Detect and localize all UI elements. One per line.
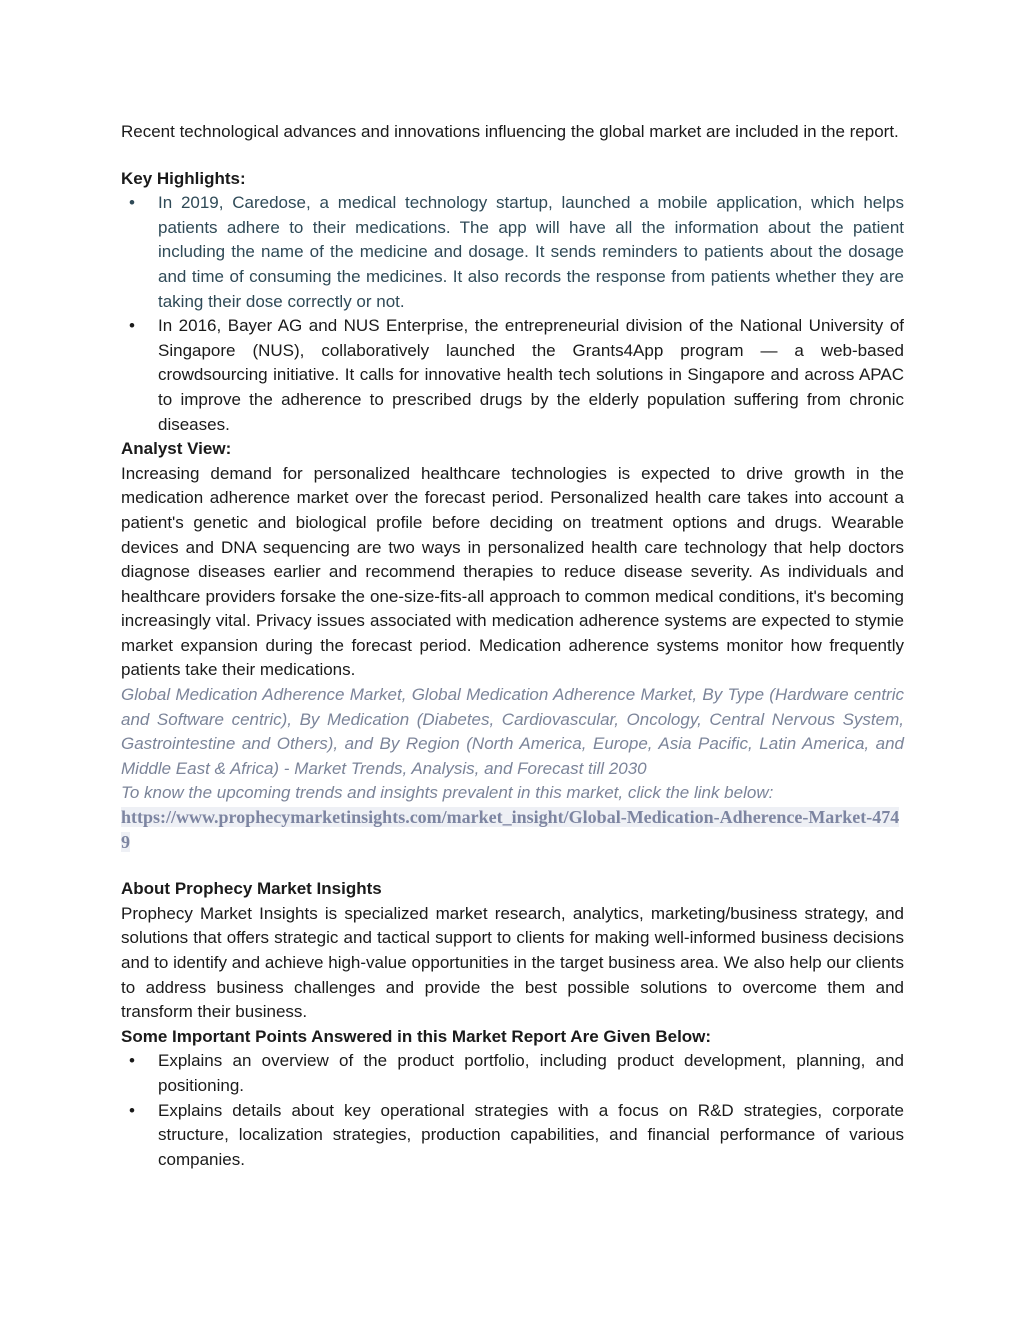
intro-paragraph: Recent technological advances and innovations influencing the global market are included in the report. [121,122,899,141]
bullet-icon: • [129,1051,135,1071]
list-item-text: In 2016, Bayer AG and NUS Enterprise, the entrepreneurial division of the National University of Singapore (NUS), collaboratively launched the Grants4App program — a web-based crowdsourcing initiative. It calls for innovative health tech solutions in Singapore and across APAC to improve the adherence to prescribed drugs by the elderly population suffering from chronic diseases. [158,316,904,434]
list-item-text: Explains an overview of the product portfolio, including product development, planning, and positioning. [158,1051,904,1095]
points-list [121,1049,904,1172]
report-title: Global Medication Adherence Market, Global Medication Adherence Market, By Type (Hardware centric and Software centric), By Medication (Diabetes, Cardiovascular, Oncology, Central Nervous System, Gastrointestine and Others), and By Region (North America, Europe, Asia Pacific, Latin America, and Middle East & Africa) - Market Trends, Analysis, and Forecast till 2030 [121,685,904,778]
list-item-text: Explains details about key operational strategies with a focus on R&D strategies, corporate structure, localization strategies, production capabilities, and financial performance of various companies. [158,1100,904,1169]
link-prompt: To know the upcoming trends and insights prevalent in this market, click the link below: [121,783,774,803]
list-item [121,314,904,437]
list-item [121,191,904,314]
bullet-icon: • [129,316,135,336]
about-paragraph: Prophecy Market Insights is specialized market research, analytics, marketing/business strategy, and solutions that offers strategic and tactical support to clients for making well-informed business decisions and to identify and achieve high-value opportunities in the target business area. We also help our clients to address business challenges and provide the best possible solutions to overcome them and transform their business. [121,903,904,1022]
document-page [121,120,904,1172]
report-link[interactable]: https://www.prophecymarketinsights.com/market_insight/Global-Medication-Adherence-Market-4749 [121,807,900,852]
spacer [121,145,904,167]
analyst-view-paragraph: Increasing demand for personalized healthcare technologies is expected to drive growth in the medication adherence market over the forecast period. Personalized health care takes into account a patient's genetic and biological profile before deciding on treatment options and drugs. Wearable devices and DNA sequencing are two ways in personalized health care technology that help doctors diagnose diseases earlier and recommend therapies to reduce disease severity. As individuals and healthcare providers forsake the one-size-fits-all approach to common medical conditions, it's becoming increasingly vital. Privacy issues associated with medication adherence systems are expected to stymie market expansion during the forecast period. Medication adherence systems monitor how frequently patients take their medications. [121,463,904,680]
list-item [121,1099,904,1173]
analyst-view-heading: Analyst View: [121,439,232,459]
points-heading: Some Important Points Answered in this Market Report Are Given Below: [121,1026,712,1046]
key-highlights-list [121,191,904,437]
bullet-icon: • [129,193,135,213]
list-item [121,1049,904,1098]
key-highlights-heading: Key Highlights: [121,168,246,188]
spacer [121,855,904,877]
report-link-container [121,806,904,855]
bullet-icon: • [129,1100,135,1120]
list-item-text: In 2019, Caredose, a medical technology startup, launched a mobile application, which helps patients adhere to their medications. The app will have all the information about the patient including the name of the medicine and dosage. It sends reminders to patients about the dosage and time of consuming the medicines. It also records the response from patients whether they are taking their dose correctly or not. [158,193,904,311]
about-heading: About Prophecy Market Insights [121,879,382,899]
